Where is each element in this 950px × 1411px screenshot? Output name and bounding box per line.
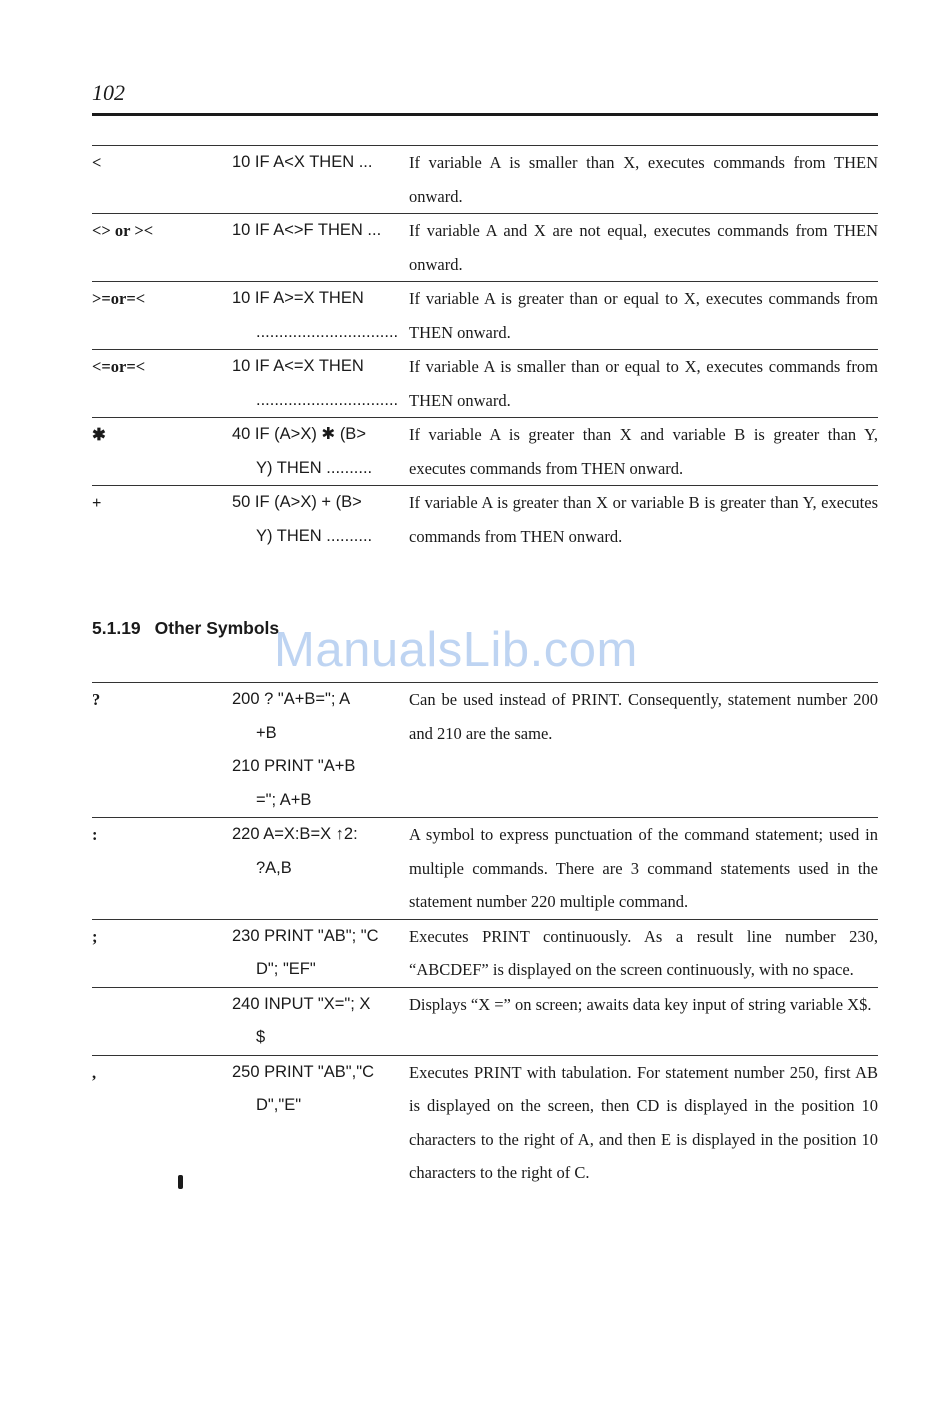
- section-heading: [92, 618, 279, 639]
- section-number: 5.1.19: [92, 618, 141, 638]
- symbol-row: [92, 1055, 878, 1190]
- statement-line: 230 PRINT "AB"; "C: [232, 926, 379, 945]
- watermark: ManualsLib.com: [274, 623, 638, 677]
- description-cell: Can be used instead of PRINT. Consequently, statement number 200 and 210 are the same.: [409, 683, 878, 818]
- operator-row: [92, 486, 878, 554]
- description-cell: A symbol to express punctuation of the command statement; used in multiple commands. There are 3 command statements used in the statement number 220 multiple command.: [409, 818, 878, 920]
- statement-line: 250 PRINT "AB","C: [232, 1062, 374, 1081]
- statement-line: Y) THEN ..........: [256, 458, 373, 477]
- other-symbols-table: [92, 682, 878, 1190]
- section-title: Other Symbols: [154, 618, 280, 638]
- statement-line: ="; A+B: [256, 790, 312, 809]
- description-cell: Displays “X =” on screen; awaits data key input of string variable X$.: [409, 987, 878, 1055]
- description-cell: If variable A is greater than X or variable B is greater than Y, executes commands from THEN onward.: [409, 486, 878, 554]
- operator-row: [92, 214, 878, 282]
- operator-row: [92, 418, 878, 486]
- operator-row: [92, 282, 878, 350]
- example-statement-cell: [232, 1055, 409, 1190]
- statement-line: ...............................: [256, 322, 399, 341]
- symbol-row: [92, 987, 878, 1055]
- description-cell: Executes PRINT continuously. As a result line number 230, “ABCDEF” is displayed on the screen continuously, with no space.: [409, 919, 878, 987]
- symbol-cell: ;: [92, 919, 232, 987]
- statement-line: +B: [256, 723, 277, 742]
- header-rule: [92, 113, 878, 116]
- example-statement-cell: [232, 350, 409, 418]
- example-statement-cell: [232, 987, 409, 1055]
- symbol-cell: :: [92, 818, 232, 920]
- statement-line: ?A,B: [256, 858, 292, 877]
- example-statement-cell: [232, 214, 409, 282]
- statement-line: 10 IF A<=X THEN: [232, 357, 364, 375]
- description-cell: If variable A is smaller than or equal to X, executes commands from THEN onward.: [409, 350, 878, 418]
- symbol-cell: ,: [92, 1055, 232, 1190]
- statement-line: 50 IF (A>X) + (B>: [232, 493, 362, 511]
- description-cell: Executes PRINT with tabulation. For statement number 250, first AB is displayed on the screen, then CD is displayed in the position 10 characters to the right of A, and then E is displayed in the position 10 characters to the right of C.: [409, 1055, 878, 1190]
- symbol-row: [92, 818, 878, 920]
- operator-row: [92, 146, 878, 214]
- comparison-operators-table: [92, 145, 878, 553]
- symbol-cell: <: [92, 146, 232, 214]
- example-statement-cell: [232, 418, 409, 486]
- statement-line: D"; "EF": [256, 960, 316, 978]
- statement-line: 40 IF (A>X) ✱ (B>: [232, 425, 366, 443]
- statement-line: 210 PRINT "A+B: [232, 757, 356, 775]
- symbol-row: [92, 919, 878, 987]
- example-statement-cell: [232, 282, 409, 350]
- statement-line: 10 IF A<X THEN ...: [232, 153, 373, 171]
- symbol-cell: >=or=<: [92, 282, 232, 350]
- statement-line: D","E": [256, 1096, 302, 1114]
- example-statement-cell: [232, 486, 409, 554]
- symbol-cell: [92, 987, 232, 1055]
- statement-line: 240 INPUT "X="; X: [232, 994, 371, 1013]
- description-cell: If variable A and X are not equal, executes commands from THEN onward.: [409, 214, 878, 282]
- example-statement-cell: [232, 919, 409, 987]
- description-cell: If variable A is greater than X and variable B is greater than Y, executes commands from THEN onward.: [409, 418, 878, 486]
- statement-line: ...............................: [256, 390, 399, 409]
- symbol-cell: ✱: [92, 418, 232, 486]
- operator-row: [92, 350, 878, 418]
- ink-blot: [178, 1175, 183, 1189]
- description-cell: If variable A is greater than or equal to X, executes commands from THEN onward.: [409, 282, 878, 350]
- symbol-cell: +: [92, 486, 232, 554]
- symbol-cell: <> or ><: [92, 214, 232, 282]
- symbol-row: [92, 683, 878, 818]
- page-number: 102: [92, 80, 125, 105]
- example-statement-cell: [232, 818, 409, 920]
- symbol-cell: ?: [92, 683, 232, 818]
- statement-line: $: [256, 1028, 266, 1046]
- statement-line: 10 IF A>=X THEN: [232, 289, 364, 307]
- statement-line: 10 IF A<>F THEN ...: [232, 221, 382, 239]
- statement-line: 220 A=X:B=X ↑2:: [232, 825, 358, 843]
- description-cell: If variable A is smaller than X, executes commands from THEN onward.: [409, 146, 878, 214]
- example-statement-cell: [232, 146, 409, 214]
- statement-line: Y) THEN ..........: [256, 526, 373, 545]
- example-statement-cell: [232, 683, 409, 818]
- statement-line: 200 ? "A+B="; A: [232, 690, 351, 708]
- symbol-cell: <=or=<: [92, 350, 232, 418]
